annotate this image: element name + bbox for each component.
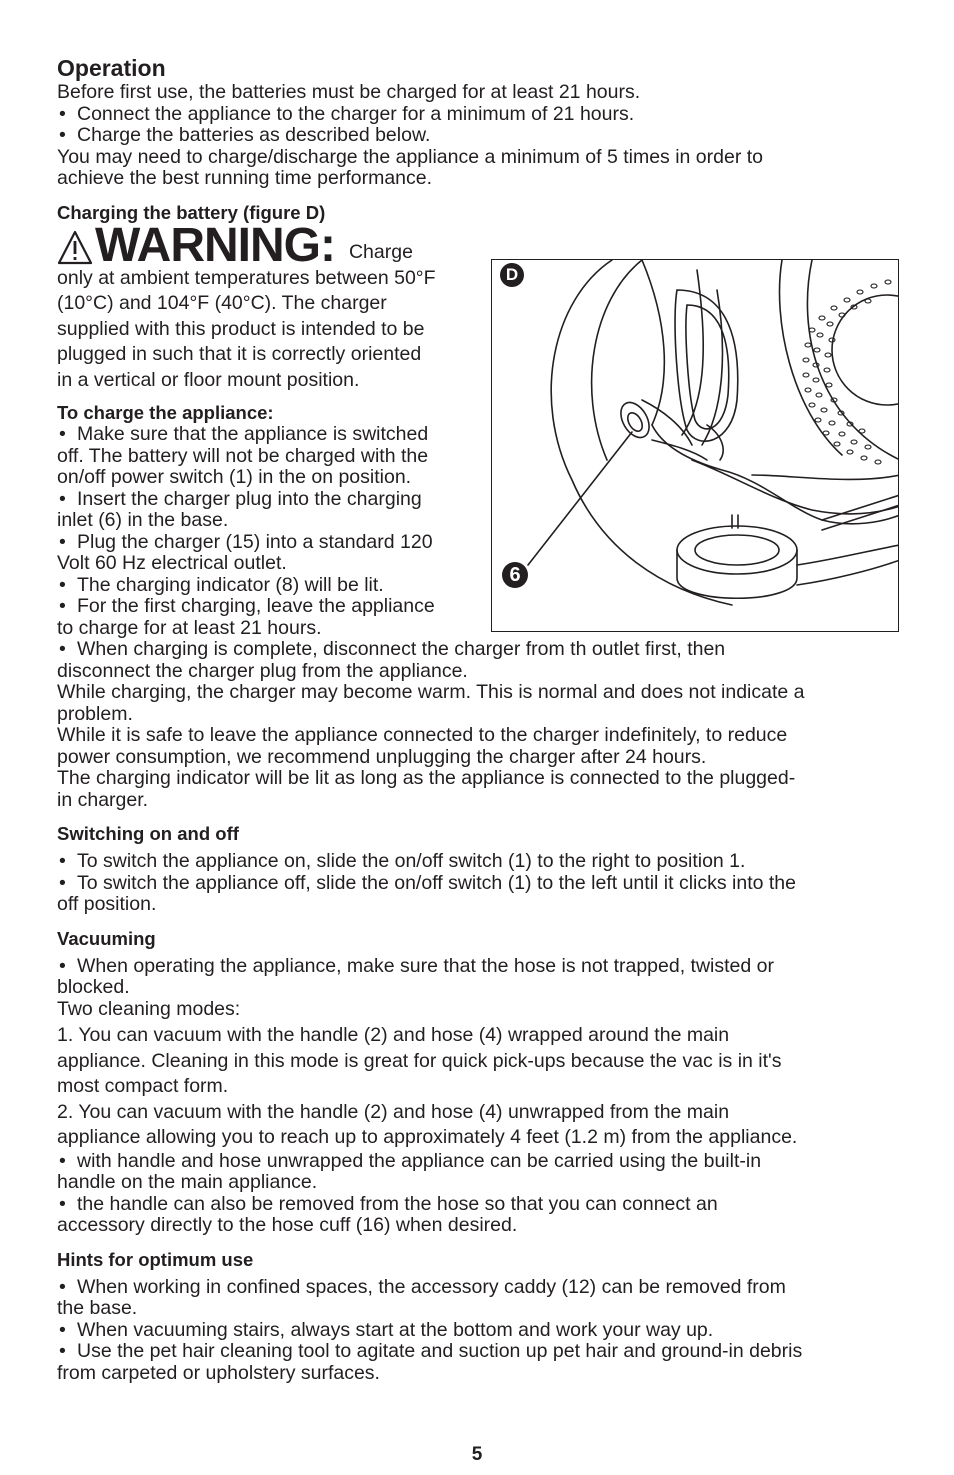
operation-bullet-1: • Connect the appliance to the charger for a minimum of 21 hours. [57, 104, 899, 126]
mode-2-line: appliance allowing you to reach up to approximately 4 feet (1.2 m) from the appliance. [57, 1126, 798, 1148]
charge-complete-line-1: • When charging is complete, disconnect the charger from th outlet first, then [57, 639, 899, 661]
operation-intro: Before first use, the batteries must be charged for at least 21 hours. [57, 81, 641, 103]
charge-step-5: • For the first charging, leave the appliance [57, 596, 485, 618]
operation-note-line-2: achieve the best running time performance. [57, 167, 433, 189]
operation-bullet-2: • Charge the batteries as described below. [57, 125, 899, 147]
warning-line: plugged in such that it is correctly oriented [57, 343, 422, 365]
mode-1-line: 1. You can vacuum with the handle (2) and hose (4) wrapped around the main [57, 1024, 730, 1046]
charge-step-4: • The charging indicator (8) will be lit. [57, 575, 485, 597]
charge-step-1-cont: on/off power switch (1) in the on position. [57, 466, 412, 488]
hint-1-cont: the base. [57, 1297, 138, 1319]
charge-step-5-cont: to charge for at least 21 hours. [57, 616, 322, 639]
charge-step-2-cont: inlet (6) in the base. [57, 509, 229, 531]
hint-1: • When working in confined spaces, the accessory caddy (12) can be removed from [57, 1277, 899, 1299]
charger-warm-line-2: problem. [57, 702, 133, 725]
warning-triangle-icon [57, 230, 93, 266]
warning-line: only at ambient temperatures between 50°F [57, 266, 436, 289]
charge-steps [57, 424, 485, 639]
charger-safe-line-1: While it is safe to leave the appliance connected to the charger indefinitely, to reduce [57, 724, 788, 746]
warning-line: (10°C) and 104°F (40°C). The charger [57, 292, 387, 314]
warning-word: WARNING: [95, 218, 335, 272]
charger-warm-line-1: While charging, the charger may become warm. This is normal and does not indicate a [57, 681, 805, 703]
switch-off-line-2: off position. [57, 893, 157, 915]
hint-2: • When vacuuming stairs, always start at the bottom and work your way up. [57, 1320, 899, 1342]
charging-inlet-drawing [492, 260, 899, 632]
vacuum-bullet-3: • the handle can also be removed from the hose so that you can connect an [57, 1194, 899, 1216]
vacuum-bullet-2-cont: handle on the main appliance. [57, 1171, 318, 1193]
vacuum-bullet-1: • When operating the appliance, make sure that the hose is not trapped, twisted or [57, 956, 899, 978]
charge-step-3: • Plug the charger (15) into a standard 120 [57, 532, 485, 554]
figure-d-illustration [491, 259, 899, 632]
operation-heading: Operation [57, 55, 166, 81]
mode-1-line: most compact form. [57, 1075, 229, 1097]
mode-1-line: appliance. Cleaning in this mode is great for quick pick-ups because the vac is in it's [57, 1049, 782, 1072]
charging-heading: Charging the battery (figure D) [57, 201, 326, 223]
indicator-lit-line-1: The charging indicator will be lit as long as the appliance is connected to the plugged- [57, 767, 796, 789]
switching-heading: Switching on and off [57, 823, 239, 844]
operation-note-line-1: You may need to charge/discharge the appliance a minimum of 5 times in order to [57, 145, 764, 168]
switch-off-line-1: • To switch the appliance off, slide the on/off switch (1) to the left until it clicks into the [57, 873, 899, 895]
to-charge-heading: To charge the appliance: [57, 402, 274, 423]
hint-3-cont: from carpeted or upholstery surfaces. [57, 1361, 380, 1384]
vacuum-bullet-1-cont: blocked. [57, 976, 130, 998]
charge-step-2: • Insert the charger plug into the charging [57, 489, 485, 511]
vacuum-bullet-3-cont: accessory directly to the hose cuff (16) when desired. [57, 1214, 518, 1236]
charge-complete-line-2: disconnect the charger plug from the appliance. [57, 659, 468, 682]
charge-step-3-cont: Volt 60 Hz electrical outlet. [57, 552, 287, 574]
mode-2-line: 2. You can vacuum with the handle (2) and hose (4) unwrapped from the main [57, 1100, 730, 1123]
warning-line: supplied with this product is intended to be [57, 317, 425, 340]
page-content [57, 55, 899, 1384]
charge-step-1: • Make sure that the appliance is switched [57, 424, 485, 446]
hint-3: • Use the pet hair cleaning tool to agitate and suction up pet hair and ground-in debris [57, 1341, 899, 1363]
figure-label-badge: D [500, 263, 524, 287]
vacuum-bullet-2: • with handle and hose unwrapped the appliance can be carried using the built-in [57, 1151, 899, 1173]
vacuuming-heading: Vacuuming [57, 927, 156, 949]
indicator-lit-line-2: in charger. [57, 788, 149, 811]
callout-number-badge: 6 [502, 562, 528, 588]
charger-safe-line-2: power consumption, we recommend unplugging the charger after 24 hours. [57, 745, 707, 768]
page-number: 5 [471, 1444, 483, 1465]
charge-step-1-cont: off. The battery will not be charged with the [57, 444, 429, 467]
warning-first-word: Charge [348, 240, 413, 263]
switch-on-text: • To switch the appliance on, slide the on/off switch (1) to the right to position 1. [57, 851, 899, 873]
hints-heading: Hints for optimum use [57, 1248, 254, 1270]
cleaning-modes-label: Two cleaning modes: [57, 997, 241, 1020]
warning-line: in a vertical or floor mount position. [57, 368, 360, 391]
